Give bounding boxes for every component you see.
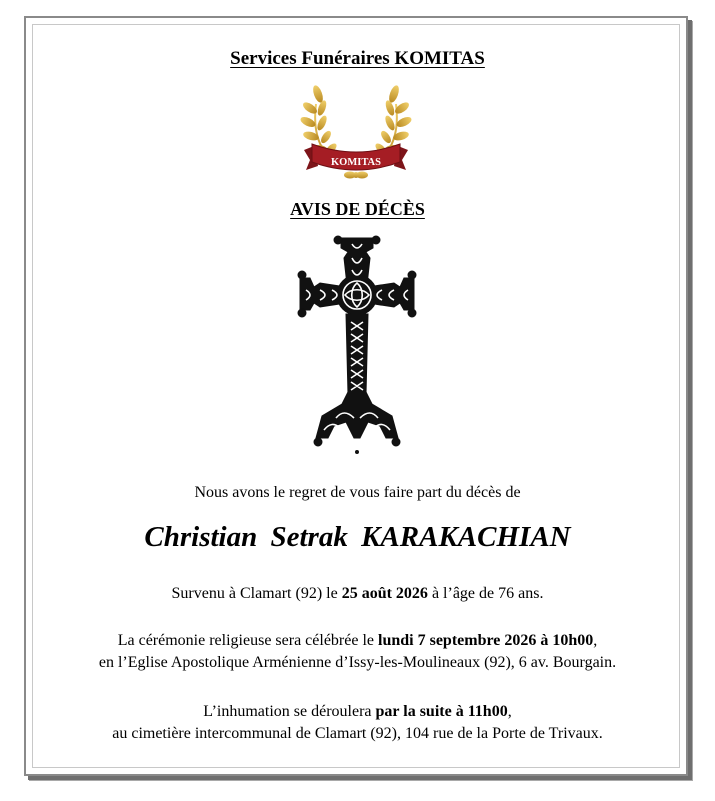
ceremony-details [0, 630, 715, 674]
burial-prefix: L’inhumation se déroulera [203, 703, 376, 720]
cross-illustration [296, 234, 418, 456]
burial-details [0, 701, 715, 745]
death-details-prefix: Survenu à Clamart (92) le [171, 585, 342, 602]
notice-title: AVIS DE DÉCÈS [290, 199, 425, 219]
ceremony-datetime: lundi 7 septembre 2026 à 10h00 [378, 632, 594, 649]
logo-label: KOMITAS [331, 157, 381, 168]
burial-location: au cimetière intercommunal de Clamart (92), 104 rue de la Porte de Trivaux. [112, 725, 603, 742]
intro-text: Nous avons le regret de vous faire part du décès de [194, 484, 521, 501]
laurel-wreath-icon [300, 80, 412, 182]
armenian-cross-icon [296, 234, 418, 456]
ceremony-suffix: , [593, 632, 598, 649]
death-details-suffix: à l’âge de 76 ans. [427, 585, 544, 602]
death-date: 25 août 2026 [341, 585, 428, 602]
burial-time: par la suite à 11h00 [375, 703, 508, 720]
company-title: Services Funéraires KOMITAS [230, 48, 485, 69]
deceased-name: Christian Setrak KARAKACHIAN [144, 521, 571, 553]
komitas-logo [300, 80, 412, 182]
ceremony-prefix: La cérémonie religieuse sera célébrée le [117, 632, 378, 649]
burial-suffix: , [507, 703, 512, 720]
death-details [0, 585, 715, 603]
burial-line-1 [0, 701, 715, 723]
ceremony-line-1 [0, 630, 715, 652]
ceremony-location: en l’Eglise Apostolique Arménienne d’Issy-les-Moulineaux (92), 6 av. Bourgain. [98, 654, 617, 671]
